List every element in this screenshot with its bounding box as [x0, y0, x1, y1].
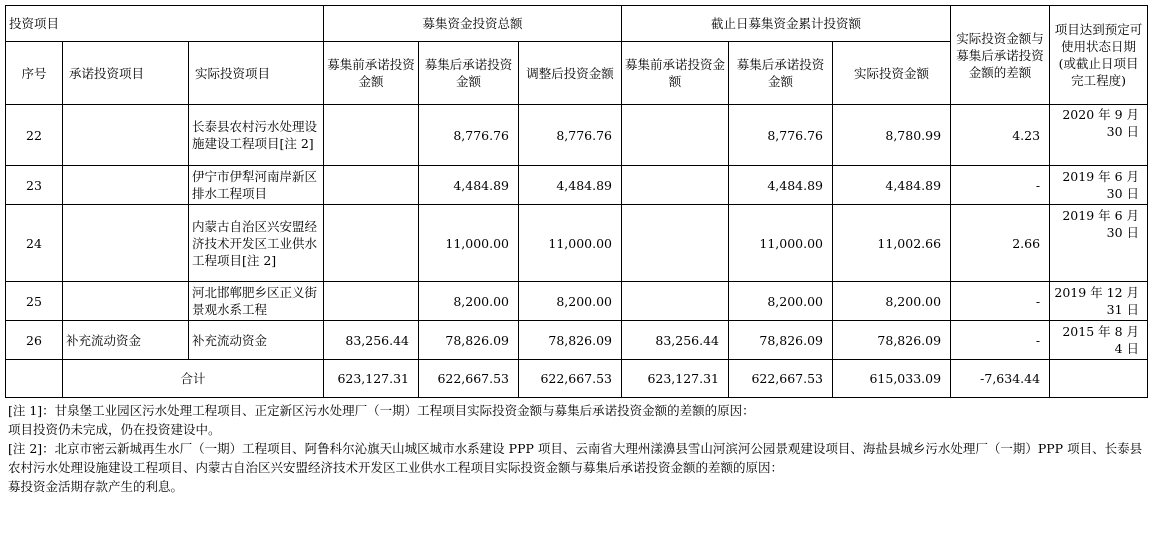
cell-cum-pre-promise — [622, 282, 729, 321]
cell-diff: - — [951, 321, 1050, 360]
table-row — [6, 205, 1148, 282]
cell-pre-promise — [324, 205, 419, 282]
cell-pre-promise — [324, 105, 419, 166]
cell-adjusted: 11,000.00 — [519, 205, 622, 282]
cell-promised-project: 补充流动资金 — [63, 321, 189, 360]
footnote-2-reason: 募投资金活期存款产生的利息。 — [8, 479, 184, 494]
header-date: 项目达到预定可使用状态日期(或截止日项目完工程度) — [1050, 6, 1148, 105]
table-row — [6, 166, 1148, 205]
cell-date: 2019 年 12 月 31 日 — [1050, 282, 1148, 321]
header-group-total: 募集资金投资总额 — [324, 6, 622, 42]
header-post-promise: 募集后承诺投资金额 — [419, 42, 519, 105]
cell-pre-promise — [324, 282, 419, 321]
cell-adjusted: 4,484.89 — [519, 166, 622, 205]
cell-adjusted: 78,826.09 — [519, 321, 622, 360]
cell-actual-invest: 78,826.09 — [833, 321, 951, 360]
cell-cum-pre-promise — [622, 205, 729, 282]
footnote-1-reason: 项目投资仍未完成，仍在投资建设中。 — [8, 422, 221, 437]
document-page — [5, 5, 1147, 496]
cell-actual-project: 河北邯郸肥乡区正义街景观水系工程 — [189, 282, 324, 321]
cell-post-promise: 8,200.00 — [419, 282, 519, 321]
cell-total-pre-promise: 623,127.31 — [324, 360, 419, 398]
cell-date: 2020 年 9 月 30 日 — [1050, 105, 1148, 166]
cell-cum-post-promise: 78,826.09 — [729, 321, 833, 360]
cell-cum-pre-promise: 83,256.44 — [622, 321, 729, 360]
cell-adjusted: 8,200.00 — [519, 282, 622, 321]
cell-pre-promise: 83,256.44 — [324, 321, 419, 360]
cell-total-label: 合计 — [63, 360, 324, 398]
cell-seq: 23 — [6, 166, 63, 205]
cell-total-cum-pre-promise: 623,127.31 — [622, 360, 729, 398]
header-seq: 序号 — [6, 42, 63, 105]
header-row-1 — [6, 6, 1148, 42]
cell-actual-project: 长泰县农村污水处理设施建设工程项目[注 2] — [189, 105, 324, 166]
table-row — [6, 321, 1148, 360]
header-adjusted: 调整后投资金额 — [519, 42, 622, 105]
cell-total-diff: -7,634.44 — [951, 360, 1050, 398]
footnote-2: [注 2]：北京市密云新城再生水厂（一期）工程项目、阿鲁科尔沁旗天山城区城市水系建设 PPP 项目、云南省大理州漾濞县雪山河滨河公园景观建设项目、海盐县城乡污水处理厂（一期）PPP 项目、长泰县农村污水处理设施建设工程项目、内蒙古自治区兴安盟经济技术开发区工业供水工程项目实际投资金额与募集后承诺投资金额的差额的原因： — [8, 441, 1143, 475]
cell-actual-project: 内蒙古自治区兴安盟经济技术开发区工业供水工程项目[注 2] — [189, 205, 324, 282]
cell-cum-post-promise: 4,484.89 — [729, 166, 833, 205]
cell-actual-invest: 8,780.99 — [833, 105, 951, 166]
cell-actual-invest: 11,002.66 — [833, 205, 951, 282]
cell-total-date — [1050, 360, 1148, 398]
footnotes — [5, 401, 1147, 496]
cell-date: 2015 年 8 月 4 日 — [1050, 321, 1148, 360]
total-row — [6, 360, 1148, 398]
cell-pre-promise — [324, 166, 419, 205]
cell-actual-project: 补充流动资金 — [189, 321, 324, 360]
footnote-1: [注 1]：甘泉堡工业园区污水处理工程项目、正定新区污水处理厂（一期）工程项目实际投资金额与募集后承诺投资金额的差额的原因： — [8, 403, 755, 418]
cell-seq: 26 — [6, 321, 63, 360]
cell-cum-pre-promise — [622, 105, 729, 166]
cell-cum-post-promise: 8,200.00 — [729, 282, 833, 321]
header-pre-promise: 募集前承诺投资金额 — [324, 42, 419, 105]
cell-promised-project — [63, 282, 189, 321]
cell-diff: - — [951, 282, 1050, 321]
cell-promised-project — [63, 205, 189, 282]
cell-post-promise: 78,826.09 — [419, 321, 519, 360]
cell-total-blank — [6, 360, 63, 398]
cell-cum-post-promise: 8,776.76 — [729, 105, 833, 166]
cell-total-actual-invest: 615,033.09 — [833, 360, 951, 398]
header-group-project: 投资项目 — [6, 6, 324, 42]
header-actual-invest: 实际投资金额 — [833, 42, 951, 105]
header-group-cumulative: 截止日募集资金累计投资额 — [622, 6, 951, 42]
cell-actual-invest: 8,200.00 — [833, 282, 951, 321]
cell-total-post-promise: 622,667.53 — [419, 360, 519, 398]
fund-investment-table — [5, 5, 1148, 398]
cell-diff: 2.66 — [951, 205, 1050, 282]
header-promised-project: 承诺投资项目 — [63, 42, 189, 105]
header-cum-post-promise: 募集后承诺投资金额 — [729, 42, 833, 105]
header-cum-pre-promise: 募集前承诺投资金额 — [622, 42, 729, 105]
cell-post-promise: 11,000.00 — [419, 205, 519, 282]
cell-date: 2019 年 6 月 30 日 — [1050, 166, 1148, 205]
cell-seq: 24 — [6, 205, 63, 282]
cell-post-promise: 4,484.89 — [419, 166, 519, 205]
cell-diff: - — [951, 166, 1050, 205]
header-diff: 实际投资金额与募集后承诺投资金额的差额 — [951, 6, 1050, 105]
cell-post-promise: 8,776.76 — [419, 105, 519, 166]
cell-actual-invest: 4,484.89 — [833, 166, 951, 205]
cell-promised-project — [63, 105, 189, 166]
cell-promised-project — [63, 166, 189, 205]
cell-actual-project: 伊宁市伊犁河南岸新区排水工程项目 — [189, 166, 324, 205]
cell-diff: 4.23 — [951, 105, 1050, 166]
cell-seq: 25 — [6, 282, 63, 321]
cell-total-cum-post-promise: 622,667.53 — [729, 360, 833, 398]
cell-adjusted: 8,776.76 — [519, 105, 622, 166]
header-actual-project: 实际投资项目 — [189, 42, 324, 105]
cell-total-adjusted: 622,667.53 — [519, 360, 622, 398]
cell-date: 2019 年 6 月 30 日 — [1050, 205, 1148, 282]
cell-cum-post-promise: 11,000.00 — [729, 205, 833, 282]
cell-seq: 22 — [6, 105, 63, 166]
cell-cum-pre-promise — [622, 166, 729, 205]
table-row — [6, 105, 1148, 166]
table-row — [6, 282, 1148, 321]
